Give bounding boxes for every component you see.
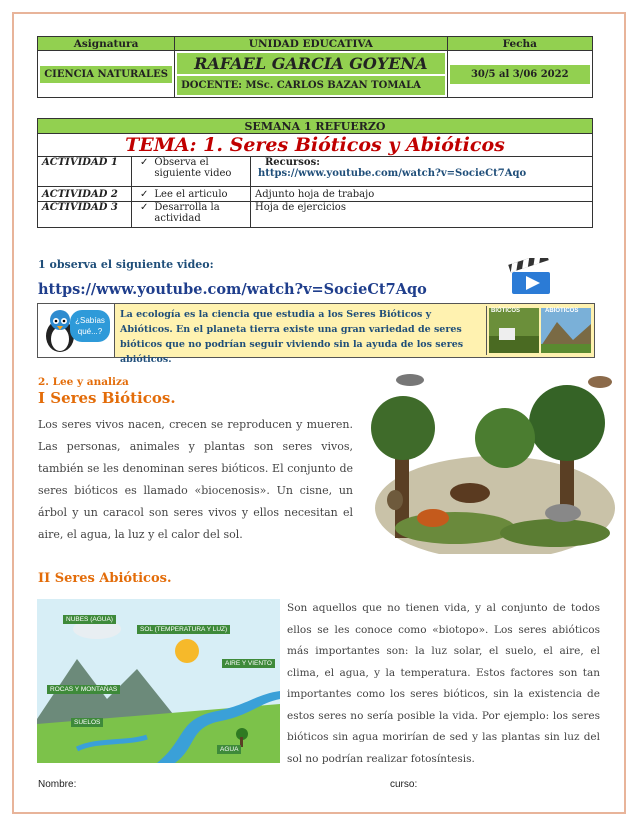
video-clapperboard-icon bbox=[508, 258, 556, 298]
docente: DOCENTE: MSc. CARLOS BAZAN TOMALA bbox=[177, 76, 444, 95]
activity-2-resource: Adjunto hoja de trabajo bbox=[251, 187, 593, 202]
section2-label: 2. Lee y analiza bbox=[38, 376, 129, 388]
animals-forest-image bbox=[355, 368, 623, 554]
header-fecha-label: Fecha bbox=[447, 37, 592, 51]
recursos-label: Recursos: bbox=[265, 157, 320, 168]
nombre-label: Nombre: bbox=[38, 779, 77, 790]
activity-1-resource bbox=[251, 157, 593, 187]
activity-3-task bbox=[132, 202, 251, 228]
checkmark-icon: ✓ bbox=[140, 202, 149, 213]
checkmark-icon: ✓ bbox=[140, 188, 149, 200]
abioticos-diagram bbox=[37, 599, 280, 763]
activity-1-task bbox=[132, 157, 251, 187]
activity-3-task-text: Desarrolla la actividad bbox=[154, 202, 220, 224]
section2-paragraph: Los seres vivos nacen, crecen se reproducen y mueren. Las personas, animales y plantas son seres vivos, también se les denominan seres bióticos. El conjunto de seres bióticos es llamado «biocenosis». Un cisne, un árbol y un caracol son seres vivos y ellos necesitan el aire, el agua, la luz y el calor del sol. bbox=[38, 418, 353, 541]
section3-title: II Seres Abióticos. bbox=[38, 571, 172, 586]
activity-2-label: ACTIVIDAD 2 bbox=[38, 187, 132, 202]
sabias-badge-cell bbox=[38, 304, 115, 357]
activity-3-label: ACTIVIDAD 3 bbox=[38, 202, 132, 228]
sabias-box bbox=[37, 303, 595, 365]
sabias-text: La ecología es la ciencia que estudia a los Seres Bióticos y Abióticos. En el planeta tierra existe una gran variedad de seres bióticos que no podrían seguir viviendo sin la ayuda de los seres abióticos. bbox=[120, 309, 464, 365]
diagram-label-agua: AGUA bbox=[217, 745, 241, 754]
checkmark-icon: ✓ bbox=[140, 157, 149, 168]
section2-title: I Seres Bióticos. bbox=[38, 389, 176, 407]
fecha-cell bbox=[447, 51, 592, 98]
diagram-label-rocas: ROCAS Y MONTAÑAS bbox=[47, 685, 120, 694]
curso-label: curso: bbox=[390, 779, 418, 790]
activity-1-link[interactable]: https://www.youtube.com/watch?v=SocieCt7Aqo bbox=[258, 168, 527, 179]
diagram-label-nubes: NUBES (AGUA) bbox=[63, 615, 116, 624]
diagram-label-aire: AIRE Y VIENTO bbox=[222, 659, 275, 668]
abioticos-label: ABIÓTICOS bbox=[545, 308, 579, 314]
activity-1-task-text: Observa el siguiente video bbox=[154, 157, 232, 179]
tema-cell bbox=[38, 134, 593, 157]
bioticos-abioticos-image bbox=[486, 306, 593, 355]
header-unidad-label: UNIDAD EDUCATIVA bbox=[175, 37, 447, 51]
semana-title: SEMANA 1 REFUERZO bbox=[38, 119, 593, 134]
semana-table bbox=[37, 118, 593, 228]
tema-title: TEMA: 1. Seres Bióticos y Abióticos bbox=[125, 134, 505, 156]
video-link[interactable]: https://www.youtube.com/watch?v=SocieCt7Aqo bbox=[38, 281, 427, 298]
activity-3-resource: Hoja de ejercicios bbox=[251, 202, 593, 228]
school-cell bbox=[175, 51, 447, 98]
activity-2-task bbox=[132, 187, 251, 202]
section3-paragraph: Son aquellos que no tienen vida, y al conjunto de todos ellos se les conoce como «biotopo». Los seres abióticos más importantes son: la luz solar, el suelo, el aire, el clima, el agua, y la temperatura. Estos factores son tan importantes como los seres bióticos, sin la existencia de estos seres no sería posible la vida. Por ejemplo: los seres bióticos sin agua morirían de sed y las plantas sin luz del sol no podrían realizar fotosíntesis. bbox=[287, 602, 600, 765]
activity-1-label: ACTIVIDAD 1 bbox=[38, 157, 132, 187]
asignatura-cell bbox=[38, 51, 175, 98]
diagram-label-sol: SOL (TEMPERATURA Y LUZ) bbox=[137, 625, 230, 634]
fecha-value: 30/5 al 3/06 2022 bbox=[450, 65, 590, 84]
header-table bbox=[37, 36, 593, 98]
sabias-badge: ¿Sabías qué...? bbox=[70, 310, 110, 342]
activity-2-task-text: Lee el articulo bbox=[154, 188, 228, 200]
asignatura-value: CIENCIA NATURALES bbox=[40, 66, 172, 83]
header-asignatura-label: Asignatura bbox=[38, 37, 175, 51]
bioticos-label: BIÓTICOS bbox=[491, 308, 521, 314]
diagram-label-suelos: SUELOS bbox=[71, 718, 103, 727]
school-name: RAFAEL GARCIA GOYENA bbox=[177, 53, 444, 74]
video-label: 1 observa el siguiente video: bbox=[38, 258, 214, 271]
